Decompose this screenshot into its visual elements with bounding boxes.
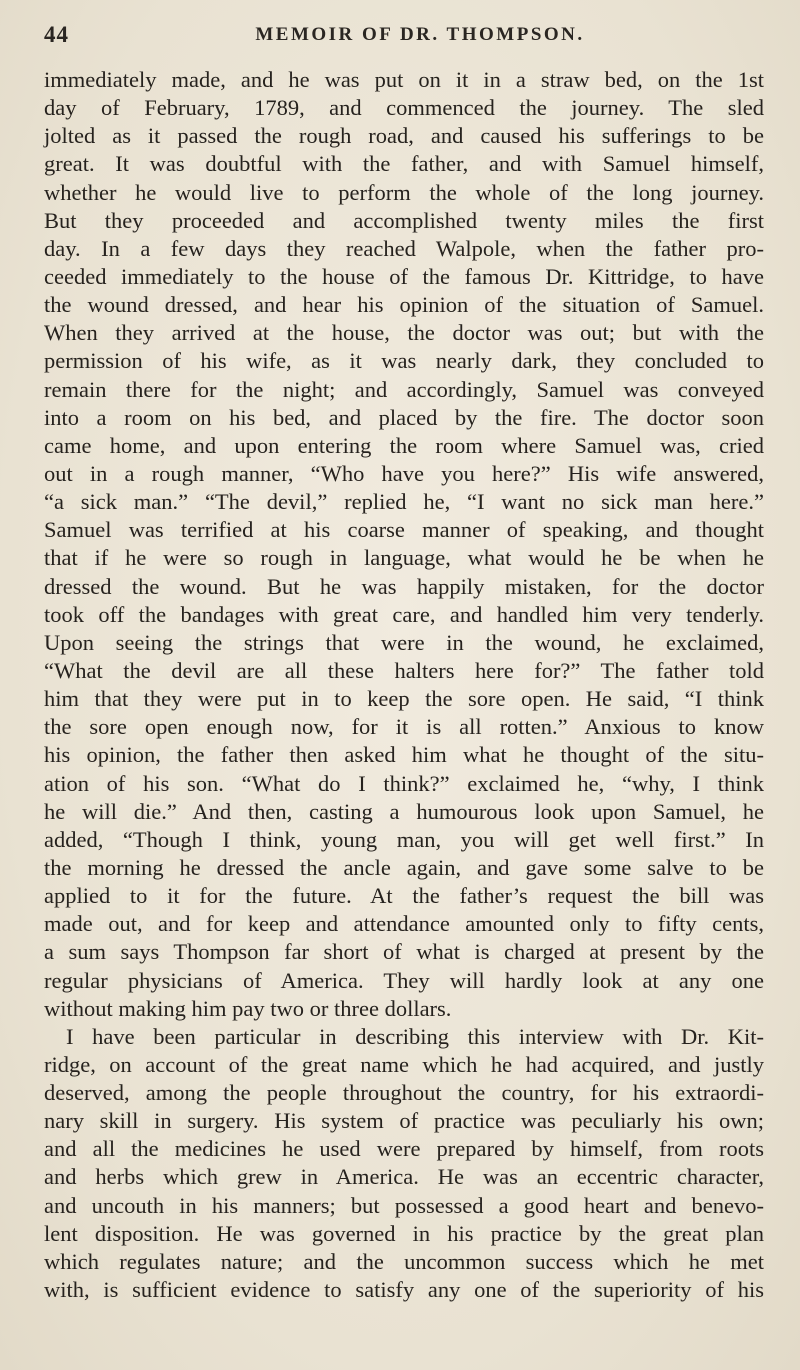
text-line: he will die.” And then, casting a humourous look upon Samuel, he: [44, 798, 764, 824]
text-line: immediately made, and he was put on it in a straw bed, on the 1st: [44, 67, 764, 92]
running-title: MEMOIR OF DR. THOMPSON.: [255, 24, 585, 45]
text-line: that if he were so rough in language, what would he be when he: [44, 545, 764, 571]
text-line: and uncouth in his manners; but possessed a good heart and benevo-: [44, 1192, 764, 1218]
text-line: added, “Though I think, young man, you will get well first.” In: [44, 826, 764, 852]
text-line: deserved, among the people throughout the country, for his extraordi-: [44, 1080, 764, 1106]
text-line: came home, and upon entering the room where Samuel was, cried: [44, 432, 764, 458]
text-line: But they proceeded and accomplished twenty miles the first: [44, 207, 764, 233]
text-line: and all the medicines he used were prepared by himself, from roots: [44, 1136, 764, 1162]
text-line: ridge, on account of the great name which he had acquired, and justly: [44, 1051, 764, 1077]
page-number: 44: [44, 22, 69, 47]
text-line: “a sick man.” “The devil,” replied he, “I want no sick man here.”: [44, 489, 764, 515]
text-line: the morning he dressed the ancle again, and gave some salve to be: [44, 854, 764, 880]
text-line: with, is sufficient evidence to satisfy any one of the superiority of his: [44, 1277, 764, 1303]
text-line: lent disposition. He was governed in his practice by the great plan: [44, 1220, 764, 1246]
text-line: ation of his son. “What do I think?” exclaimed he, “why, I think: [44, 770, 764, 796]
text-line: nary skill in surgery. His system of practice was peculiarly his own;: [44, 1108, 764, 1134]
text-line: whether he would live to perform the whole of the long journey.: [44, 179, 764, 205]
text-line: jolted as it passed the rough road, and caused his sufferings to be: [44, 123, 764, 149]
text-line: When they arrived at the house, the doctor was out; but with the: [44, 320, 764, 346]
text-line: dressed the wound. But he was happily mistaken, for the doctor: [44, 573, 764, 599]
text-line: Upon seeing the strings that were in the wound, he exclaimed,: [44, 629, 764, 655]
text-line: permission of his wife, as it was nearly dark, they concluded to: [44, 348, 764, 374]
text-line: remain there for the night; and accordingly, Samuel was conveyed: [44, 376, 764, 402]
text-line: applied to it for the future. At the father’s request the bill was: [44, 883, 764, 909]
paragraph: [44, 1023, 764, 1304]
text-line: him that they were put in to keep the sore open. He said, “I think: [44, 686, 764, 712]
text-line: day. In a few days they reached Walpole, when the father pro-: [44, 235, 764, 261]
text-line: ceeded immediately to the house of the famous Dr. Kittridge, to have: [44, 263, 764, 289]
text-line: the wound dressed, and hear his opinion of the situation of Samuel.: [44, 292, 764, 318]
text-line: I have been particular in describing this interview with Dr. Kit-: [66, 1023, 764, 1049]
body-text: [44, 66, 764, 1304]
text-line: into a room on his bed, and placed by the fire. The doctor soon: [44, 404, 764, 430]
text-line: a sum says Thompson far short of what is charged at present by the: [44, 939, 764, 965]
text-line: without making him pay two or three dollars.: [44, 995, 452, 1021]
text-line: his opinion, the father then asked him what he thought of the situ-: [44, 742, 764, 768]
running-head: [44, 22, 756, 52]
text-line: the sore open enough now, for it is all rotten.” Anxious to know: [44, 714, 764, 740]
text-line: day of February, 1789, and commenced the journey. The sled: [44, 95, 764, 121]
text-line: regular physicians of America. They will hardly look at any one: [44, 967, 764, 993]
text-line: great. It was doubtful with the father, and with Samuel himself,: [44, 151, 764, 177]
text-line: and herbs which grew in America. He was an eccentric character,: [44, 1164, 764, 1190]
text-line: out in a rough manner, “Who have you here?” His wife answered,: [44, 460, 764, 486]
paragraph: [44, 66, 764, 1023]
text-line: took off the bandages with great care, and handled him very tenderly.: [44, 601, 764, 627]
text-line: Samuel was terrified at his coarse manner of speaking, and thought: [44, 517, 764, 543]
text-line: “What the devil are all these halters here for?” The father told: [44, 657, 764, 683]
text-line: which regulates nature; and the uncommon success which he met: [44, 1248, 764, 1274]
text-line: made out, and for keep and attendance amounted only to fifty cents,: [44, 911, 764, 937]
